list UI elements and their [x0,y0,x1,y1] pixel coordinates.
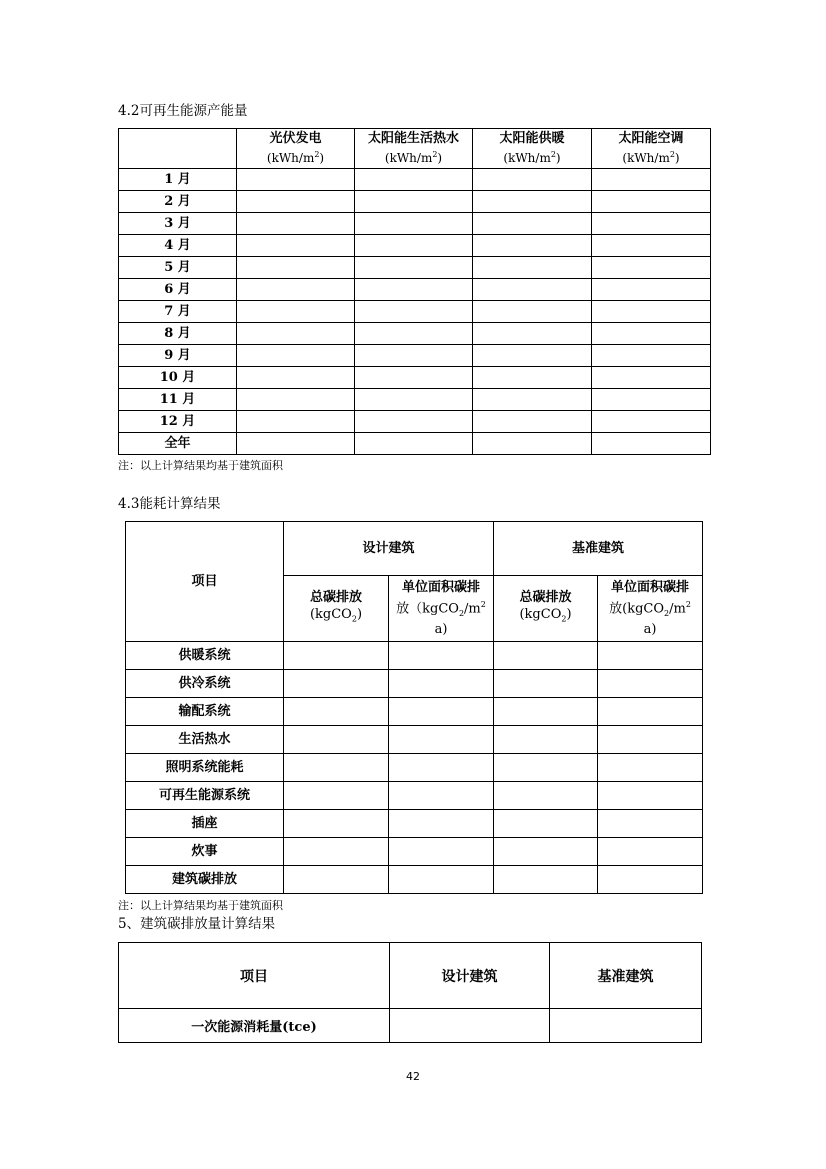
value-cell[interactable] [284,838,389,866]
value-cell[interactable] [592,323,711,345]
value-cell[interactable] [284,866,389,894]
section-5-title: 5、建筑碳排放量计算结果 [118,916,276,932]
row-label: 插座 [126,810,284,838]
table-header-row [119,943,702,1009]
row-label: 照明系统能耗 [126,754,284,782]
column-unit: $(kWh/m^2)$ [266,150,325,165]
value-cell[interactable] [592,345,711,367]
section-42-note: 注：以上计算结果均基于建筑面积 [118,459,283,472]
design-total-header: 总碳排放 (kgCO$_2$) [284,576,389,642]
row-label: 一次能源消耗量(tce) [119,1009,390,1043]
table-row [119,411,711,433]
value-cell[interactable] [237,411,355,433]
header-cell-solar-ac [592,129,711,169]
table-row [126,726,703,754]
design-unit-header: 单位面积碳排 放（$kgCO_2/m^2$ a) [389,576,494,642]
carbon-result-table [118,942,702,1043]
value-cell[interactable] [592,169,711,191]
table-row [119,191,711,213]
baseline-group-header: 基准建筑 [494,522,703,576]
value-cell[interactable] [598,838,703,866]
value-cell[interactable] [355,411,473,433]
design-header: 设计建筑 [390,943,550,1009]
value-cell[interactable] [494,782,598,810]
row-label: 11 月 [119,389,237,411]
row-label: 2 月 [119,191,237,213]
section-42-title: 4.2可再生能源产能量 [118,103,248,119]
value-cell[interactable] [598,866,703,894]
row-label: 供冷系统 [126,670,284,698]
value-cell[interactable] [389,726,494,754]
table-header-row [126,522,703,576]
table-row [126,754,703,782]
value-cell[interactable] [355,191,473,213]
header-cell-solar-heating [473,129,592,169]
value-cell[interactable] [592,191,711,213]
row-label: 可再生能源系统 [126,782,284,810]
table-row [119,433,711,455]
value-cell[interactable] [389,642,494,670]
column-name: 光伏发电 [269,131,322,146]
value-cell[interactable] [284,698,389,726]
table-row [119,279,711,301]
value-cell[interactable] [550,1009,702,1043]
value-cell[interactable] [598,810,703,838]
table-row [119,169,711,191]
value-cell[interactable] [473,411,592,433]
value-cell[interactable] [473,169,592,191]
value-cell[interactable] [494,642,598,670]
page-number: 42 [406,1070,420,1083]
value-cell[interactable] [237,301,355,323]
value-cell[interactable] [598,754,703,782]
value-cell[interactable] [494,726,598,754]
table-row [119,213,711,235]
value-cell[interactable] [237,367,355,389]
table-row [119,345,711,367]
value-cell[interactable] [237,213,355,235]
table-row [126,866,703,894]
column-name: 太阳能生活热水 [367,131,459,146]
value-cell[interactable] [355,213,473,235]
table-row [126,698,703,726]
value-cell[interactable] [355,433,473,455]
row-label: 4 月 [119,235,237,257]
row-label: 输配系统 [126,698,284,726]
row-label: 全年 [119,433,237,455]
value-cell[interactable] [473,367,592,389]
column-unit: $(kWh/m^2)$ [503,150,561,165]
value-cell[interactable] [355,257,473,279]
section-43-title: 4.3能耗计算结果 [118,496,221,512]
value-cell[interactable] [494,866,598,894]
energy-calc-table [125,521,703,894]
table-row [126,670,703,698]
section-43-note: 注：以上计算结果均基于建筑面积 [118,899,283,912]
value-cell[interactable] [390,1009,550,1043]
row-label: 供暖系统 [126,642,284,670]
value-cell[interactable] [473,235,592,257]
value-cell[interactable] [494,670,598,698]
row-label: 炊事 [126,838,284,866]
value-cell[interactable] [592,213,711,235]
value-cell[interactable] [592,257,711,279]
value-cell[interactable] [473,389,592,411]
row-label: 1 月 [119,169,237,191]
value-cell[interactable] [473,433,592,455]
row-label: 12 月 [119,411,237,433]
table-row [119,389,711,411]
value-cell[interactable] [284,782,389,810]
table-row [126,810,703,838]
value-cell[interactable] [355,301,473,323]
value-cell[interactable] [598,670,703,698]
value-cell[interactable] [389,866,494,894]
baseline-total-header: 总碳排放 (kgCO$_2$) [494,576,598,642]
value-cell[interactable] [237,169,355,191]
value-cell[interactable] [284,754,389,782]
table-row [119,257,711,279]
item-header: 项目 [119,943,390,1009]
column-name: 太阳能供暖 [499,131,565,146]
column-name: 太阳能空调 [618,131,684,146]
value-cell[interactable] [389,698,494,726]
value-cell[interactable] [389,670,494,698]
value-cell[interactable] [494,754,598,782]
value-cell[interactable] [598,726,703,754]
value-cell[interactable] [473,323,592,345]
value-cell[interactable] [494,810,598,838]
row-label: 7 月 [119,301,237,323]
value-cell[interactable] [389,782,494,810]
value-cell[interactable] [355,169,473,191]
row-label: 3 月 [119,213,237,235]
value-cell[interactable] [389,810,494,838]
column-unit: $(kWh/m^2)$ [622,150,680,165]
value-cell[interactable] [592,389,711,411]
value-cell[interactable] [237,191,355,213]
value-cell[interactable] [284,670,389,698]
value-cell[interactable] [284,726,389,754]
value-cell[interactable] [592,235,711,257]
table-row [126,642,703,670]
table-row [119,235,711,257]
baseline-unit-header: 单位面积碳排 放($kgCO_2/m^2$ a) [598,576,703,642]
value-cell[interactable] [598,698,703,726]
renewable-energy-table [118,128,711,455]
value-cell[interactable] [592,301,711,323]
column-unit: $(kWh/m^2)$ [384,150,443,165]
value-cell[interactable] [592,433,711,455]
value-cell[interactable] [237,279,355,301]
value-cell[interactable] [237,389,355,411]
header-corner-cell [119,129,237,169]
value-cell[interactable] [389,754,494,782]
table-header-row [119,129,711,169]
value-cell[interactable] [355,389,473,411]
row-label: 10 月 [119,367,237,389]
value-cell[interactable] [473,301,592,323]
row-label: 9 月 [119,345,237,367]
table-row [126,838,703,866]
value-cell[interactable] [473,213,592,235]
value-cell[interactable] [592,411,711,433]
row-label: 建筑碳排放 [126,866,284,894]
value-cell[interactable] [284,642,389,670]
value-cell[interactable] [494,838,598,866]
header-cell-solar-hot-water [355,129,473,169]
value-cell[interactable] [592,279,711,301]
table-row [119,323,711,345]
value-cell[interactable] [389,838,494,866]
row-label: 生活热水 [126,726,284,754]
table-row [119,1009,702,1043]
row-label: 5 月 [119,257,237,279]
value-cell[interactable] [473,191,592,213]
value-cell[interactable] [355,345,473,367]
value-cell[interactable] [237,433,355,455]
value-cell[interactable] [237,345,355,367]
value-cell[interactable] [355,279,473,301]
row-label: 6 月 [119,279,237,301]
table-row [119,367,711,389]
value-cell[interactable] [473,279,592,301]
row-label: 8 月 [119,323,237,345]
value-cell[interactable] [598,782,703,810]
value-cell[interactable] [598,642,703,670]
value-cell[interactable] [494,698,598,726]
value-cell[interactable] [473,345,592,367]
table-row [119,301,711,323]
header-cell-pv [237,129,355,169]
design-group-header: 设计建筑 [284,522,494,576]
value-cell[interactable] [237,323,355,345]
value-cell[interactable] [284,810,389,838]
value-cell[interactable] [237,235,355,257]
value-cell[interactable] [237,257,355,279]
value-cell[interactable] [355,367,473,389]
table-row [126,782,703,810]
value-cell[interactable] [355,323,473,345]
value-cell[interactable] [355,235,473,257]
value-cell[interactable] [473,257,592,279]
item-header: 项目 [126,522,284,642]
value-cell[interactable] [592,367,711,389]
baseline-header: 基准建筑 [550,943,702,1009]
